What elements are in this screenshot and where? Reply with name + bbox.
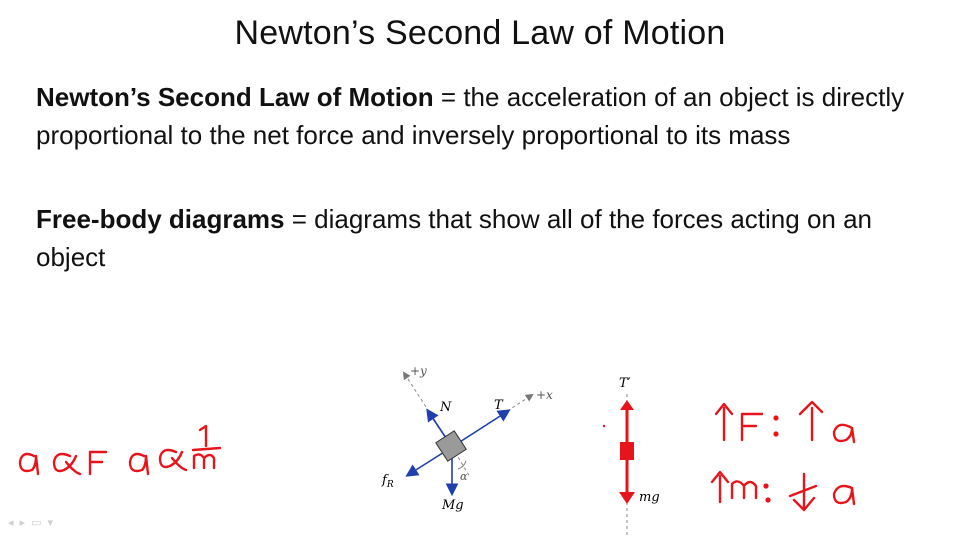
weight-label: Mg xyxy=(442,498,464,513)
friction-label: $f_R$ xyxy=(382,473,394,490)
play-icon[interactable]: ▸ xyxy=(19,517,32,529)
definition-text: = diagrams that show all of the forces acting on an object xyxy=(36,204,873,272)
plus-y-label: +y xyxy=(410,364,427,378)
vertical-free-body-diagram xyxy=(595,370,675,540)
free-body-diagram xyxy=(370,355,570,520)
prev-icon[interactable]: ◂ xyxy=(8,517,20,529)
mass-block xyxy=(620,442,634,460)
weight-label: mg xyxy=(639,490,660,505)
handwriting-relations-right xyxy=(712,402,854,510)
definition-term: Free-body diagrams xyxy=(36,204,285,234)
block xyxy=(436,431,466,461)
tension-label: T xyxy=(494,398,503,413)
normal-force-label: N xyxy=(440,400,452,415)
settings-icon[interactable]: ▾ xyxy=(47,517,59,529)
definition-newtons-second-law xyxy=(36,78,916,154)
slide-title: Newton’s Second Law of Motion xyxy=(234,14,726,52)
tension-label: T′ xyxy=(619,376,631,391)
fullscreen-icon[interactable]: ▭ xyxy=(31,517,48,529)
weight-arrow-head xyxy=(619,492,635,504)
definition-text: = the acceleration of an object is directly proportional to the net force and inversely proportional to its mass xyxy=(36,82,905,150)
definition-free-body-diagrams xyxy=(36,200,916,276)
video-player-controls[interactable] xyxy=(8,516,59,529)
ink-dot xyxy=(603,425,605,427)
angle-label: α xyxy=(460,470,468,483)
definition-term: Newton’s Second Law of Motion xyxy=(36,82,434,112)
plus-x-label: +x xyxy=(536,388,553,402)
handwriting-proportional-relations xyxy=(20,426,220,474)
